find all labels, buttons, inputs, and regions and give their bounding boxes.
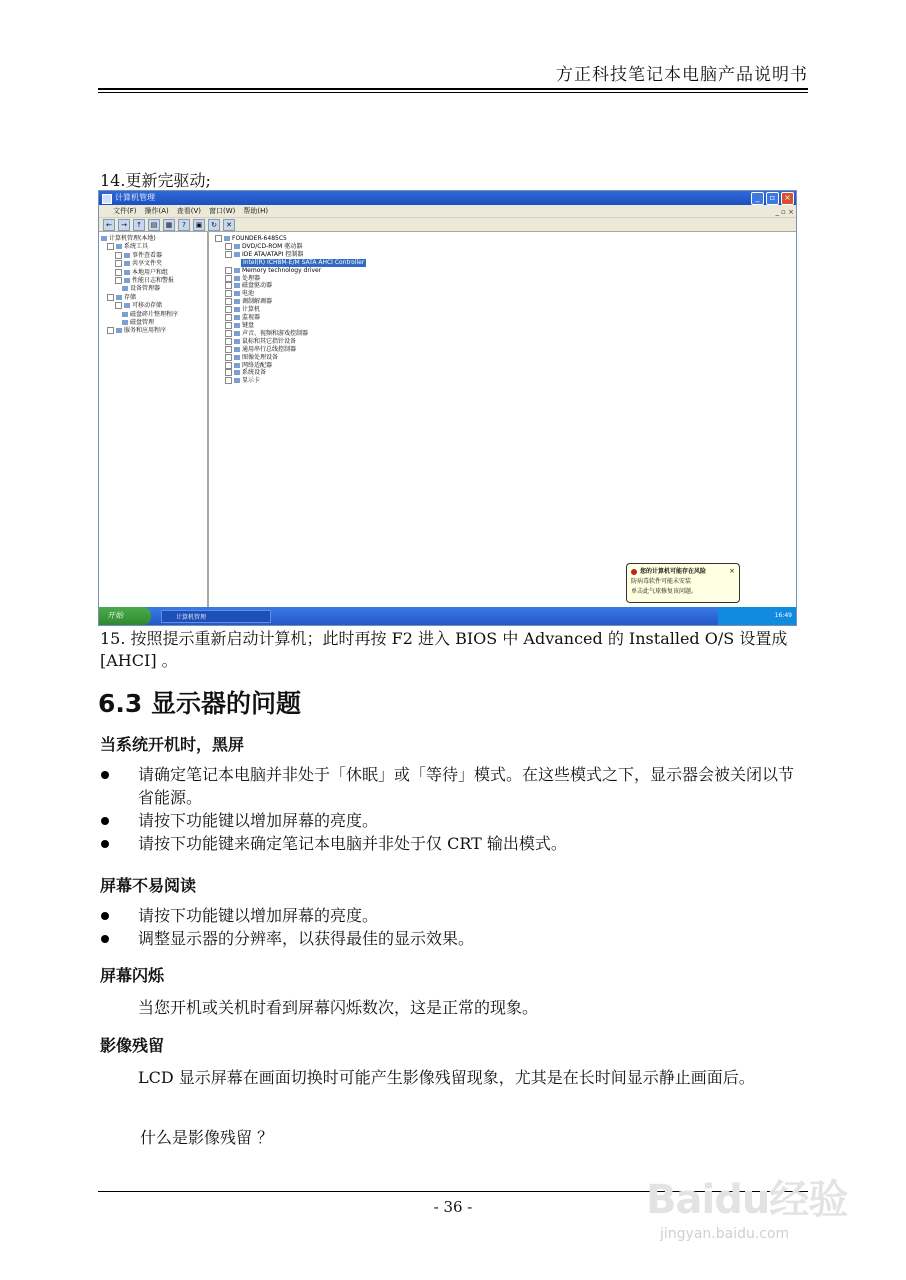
disk-management-icon <box>122 320 128 325</box>
device-category[interactable]: 通用串行总线控制器 <box>215 346 790 354</box>
embedded-screenshot <box>98 190 797 626</box>
device-category[interactable]: 网络适配器 <box>215 362 790 370</box>
menu-window[interactable]: 窗口(W) <box>209 207 236 215</box>
step-14-text: 14.更新完驱动; <box>100 171 211 190</box>
step-15-text: 15. 按照提示重新启动计算机；此时再按 F2 进入 BIOS 中 Advanced 的 Installed O/S 设置成[AHCI] 。 <box>100 629 788 670</box>
subheading-flicker: 屏幕闪烁 <box>100 966 165 985</box>
device-category[interactable]: 系统设备 <box>215 369 790 377</box>
event-viewer-icon <box>124 253 130 258</box>
dvd-drive-icon <box>234 244 240 249</box>
device-category[interactable]: 调制解调器 <box>215 298 790 306</box>
device-category[interactable]: 监视器 <box>215 314 790 322</box>
expand-icon[interactable] <box>225 330 232 337</box>
device-category[interactable]: 处理器 <box>215 275 790 283</box>
balloon-title: 您的计算机可能存在风险 <box>640 568 707 575</box>
memory-icon <box>234 268 240 273</box>
expand-icon[interactable] <box>225 267 232 274</box>
expand-icon[interactable] <box>225 314 232 321</box>
list-item: 请按下功能键以增加屏幕的亮度。 <box>100 809 808 832</box>
tree-item[interactable]: 系统工具 <box>101 243 205 251</box>
keyboard-icon <box>234 323 240 328</box>
list-item: 请按下功能键来确定笔记本电脑并非处于仅 CRT 输出模式。 <box>100 832 808 855</box>
watermark-url: jingyan.baidu.com <box>660 1226 790 1242</box>
list-item: 请确定笔记本电脑并非处于「休眠」或「等待」模式。在这些模式之下，显示器会被关闭以节省能源。 <box>100 763 808 809</box>
expand-icon[interactable] <box>225 306 232 313</box>
list-item: 请按下功能键以增加屏幕的亮度。 <box>100 904 808 927</box>
maximize-button[interactable]: ▫ <box>766 192 779 205</box>
properties-icon[interactable]: ▦ <box>163 219 175 231</box>
menu-help[interactable]: 帮助(H) <box>243 207 269 215</box>
tree-item[interactable]: 本地用户和组 <box>101 269 205 277</box>
bullet-list-1 <box>100 763 808 855</box>
expand-icon[interactable] <box>225 377 232 384</box>
collapse-icon[interactable] <box>225 251 232 258</box>
storage-icon <box>116 295 122 300</box>
expand-icon[interactable] <box>225 354 232 361</box>
help-icon[interactable]: ? <box>178 219 190 231</box>
section-heading: 6.3 显示器的问题 <box>98 689 301 718</box>
battery-icon <box>234 291 240 296</box>
window-titlebar <box>99 191 796 205</box>
page-number: - 36 - <box>433 1198 473 1216</box>
services-icon <box>116 328 122 333</box>
start-button[interactable]: 开始 <box>99 607 151 625</box>
clock: 16:49 <box>774 612 792 619</box>
security-shield-icon <box>631 569 637 575</box>
mdi-controls[interactable]: _ ▫ × <box>775 208 794 216</box>
balloon-line-1: 防病毒软件可能未安装 <box>631 578 692 585</box>
device-category[interactable]: 磁盘驱动器 <box>215 282 790 290</box>
back-icon[interactable]: ← <box>103 219 115 231</box>
tree-item[interactable]: 磁盘碎片整理程序 <box>101 311 205 319</box>
header-rule <box>98 88 808 90</box>
header-rule-thin <box>98 92 808 93</box>
monitor-icon <box>234 315 240 320</box>
device-tree <box>209 232 796 607</box>
balloon-close-icon[interactable]: × <box>729 567 735 575</box>
device-category[interactable]: 鼠标和其它指针设备 <box>215 338 790 346</box>
expand-icon[interactable] <box>115 302 122 309</box>
tree-item[interactable]: 可移动存储 <box>101 302 205 310</box>
device-item-selected[interactable]: Intel(R) ICH8M-E/M SATA AHCI Controller <box>243 258 365 266</box>
menu-view[interactable]: 查看(V) <box>176 207 202 215</box>
device-root[interactable]: FOUNDER-6485C5 <box>215 235 790 243</box>
expand-icon[interactable] <box>225 243 232 250</box>
balloon-line-2: 单击此气球修复该问题。 <box>631 588 698 595</box>
close-button[interactable]: × <box>781 192 794 205</box>
display-adapter-icon <box>234 378 240 383</box>
taskbar-item-computer-management[interactable]: 计算机管理 <box>161 610 271 623</box>
expand-icon[interactable] <box>115 277 122 284</box>
expand-icon[interactable] <box>225 298 232 305</box>
minimize-button[interactable]: _ <box>751 192 764 205</box>
expand-icon[interactable] <box>225 290 232 297</box>
show-tree-icon[interactable]: ▤ <box>148 219 160 231</box>
sound-icon <box>234 331 240 336</box>
taskbar <box>99 607 796 625</box>
disk-drive-icon <box>234 283 240 288</box>
subheading-image-retention: 影像残留 <box>100 1036 165 1055</box>
defrag-icon <box>122 312 128 317</box>
security-balloon[interactable] <box>626 563 740 603</box>
tree-item[interactable]: 共享文件夹 <box>101 260 205 268</box>
folder-icon <box>124 261 130 266</box>
system-devices-icon <box>234 370 240 375</box>
menu-action[interactable]: 操作(A) <box>144 207 169 215</box>
imaging-icon <box>234 355 240 360</box>
paragraph-flicker: 当您开机或关机时看到屏幕闪烁数次，这是正常的现象。 <box>138 998 539 1017</box>
tree-item[interactable]: 服务和应用程序 <box>101 327 205 335</box>
device-category[interactable]: DVD/CD-ROM 驱动器 <box>215 243 790 251</box>
expand-icon[interactable] <box>225 275 232 282</box>
tree-item[interactable]: 事件查看器 <box>101 252 205 260</box>
bullet-list-2 <box>100 904 808 950</box>
expand-icon[interactable] <box>225 322 232 329</box>
update-driver-icon[interactable]: ↻ <box>208 219 220 231</box>
subheading-hard-to-read: 屏幕不易阅读 <box>100 876 197 895</box>
expand-icon[interactable] <box>225 338 232 345</box>
menu-file[interactable]: 文件(F) <box>113 207 137 215</box>
expand-icon[interactable] <box>225 346 232 353</box>
tree-item[interactable]: 存储 <box>101 294 205 302</box>
console-tree <box>99 232 209 607</box>
expand-icon[interactable] <box>107 327 114 334</box>
menu-bar <box>99 205 796 218</box>
paragraph-what-is: 什么是影像残留 ？ <box>140 1128 274 1147</box>
network-adapter-icon <box>234 363 240 368</box>
collapse-icon[interactable] <box>107 294 114 301</box>
toolbar <box>99 218 796 232</box>
mouse-icon <box>234 339 240 344</box>
expand-icon[interactable] <box>225 282 232 289</box>
device-category[interactable]: 显示卡 <box>215 377 790 385</box>
device-category[interactable]: 计算机 <box>215 306 790 314</box>
forward-icon[interactable]: → <box>118 219 130 231</box>
tree-item[interactable]: 磁盘管理 <box>101 319 205 327</box>
tree-item[interactable]: 设备管理器 <box>101 285 205 293</box>
computer-icon <box>101 236 107 241</box>
uninstall-icon[interactable]: ✕ <box>223 219 235 231</box>
device-category[interactable]: 声音、视频和游戏控制器 <box>215 330 790 338</box>
device-category[interactable]: 键盘 <box>215 322 790 330</box>
computer-icon <box>234 307 240 312</box>
users-icon <box>124 270 130 275</box>
system-tray <box>718 607 796 625</box>
balloon-title-row <box>631 567 735 577</box>
tools-icon <box>116 244 122 249</box>
device-item-selected-row <box>215 259 790 267</box>
collapse-icon[interactable] <box>107 243 114 250</box>
usb-icon <box>234 347 240 352</box>
scan-hardware-icon[interactable]: ▣ <box>193 219 205 231</box>
up-icon[interactable]: ↑ <box>133 219 145 231</box>
device-category[interactable]: IDE ATA/ATAPI 控制器 <box>215 251 790 259</box>
device-manager-icon <box>122 286 128 291</box>
removable-storage-icon <box>124 303 130 308</box>
tree-item[interactable]: 性能日志和警报 <box>101 277 205 285</box>
paragraph-image-retention: LCD 显示屏幕在画面切换时可能产生影像残留现象，尤其是在长时间显示静止画面后。 <box>138 1068 755 1087</box>
expand-icon[interactable] <box>225 369 232 376</box>
expand-icon[interactable] <box>115 260 122 267</box>
computer-management-icon <box>102 194 112 204</box>
window-title: 计算机管理 <box>115 193 155 202</box>
list-item: 调整显示器的分辨率，以获得最佳的显示效果。 <box>100 927 808 950</box>
collapse-icon[interactable] <box>215 235 222 242</box>
performance-icon <box>124 278 130 283</box>
tree-item[interactable]: 计算机管理(本地) <box>101 235 205 243</box>
ide-controller-icon <box>234 252 240 257</box>
device-category[interactable]: 图像处理设备 <box>215 354 790 362</box>
subheading-black-screen: 当系统开机时，黑屏 <box>100 735 245 754</box>
header-title: 方正科技笔记本电脑产品说明书 <box>556 65 808 85</box>
device-category[interactable]: 电池 <box>215 290 790 298</box>
expand-icon[interactable] <box>115 269 122 276</box>
computer-icon <box>224 236 230 241</box>
expand-icon[interactable] <box>225 362 232 369</box>
expand-icon[interactable] <box>115 252 122 259</box>
device-category[interactable]: Memory technology driver <box>215 267 790 275</box>
watermark-logo: Baidu经验 <box>646 1177 848 1223</box>
processor-icon <box>234 276 240 281</box>
modem-icon <box>234 299 240 304</box>
